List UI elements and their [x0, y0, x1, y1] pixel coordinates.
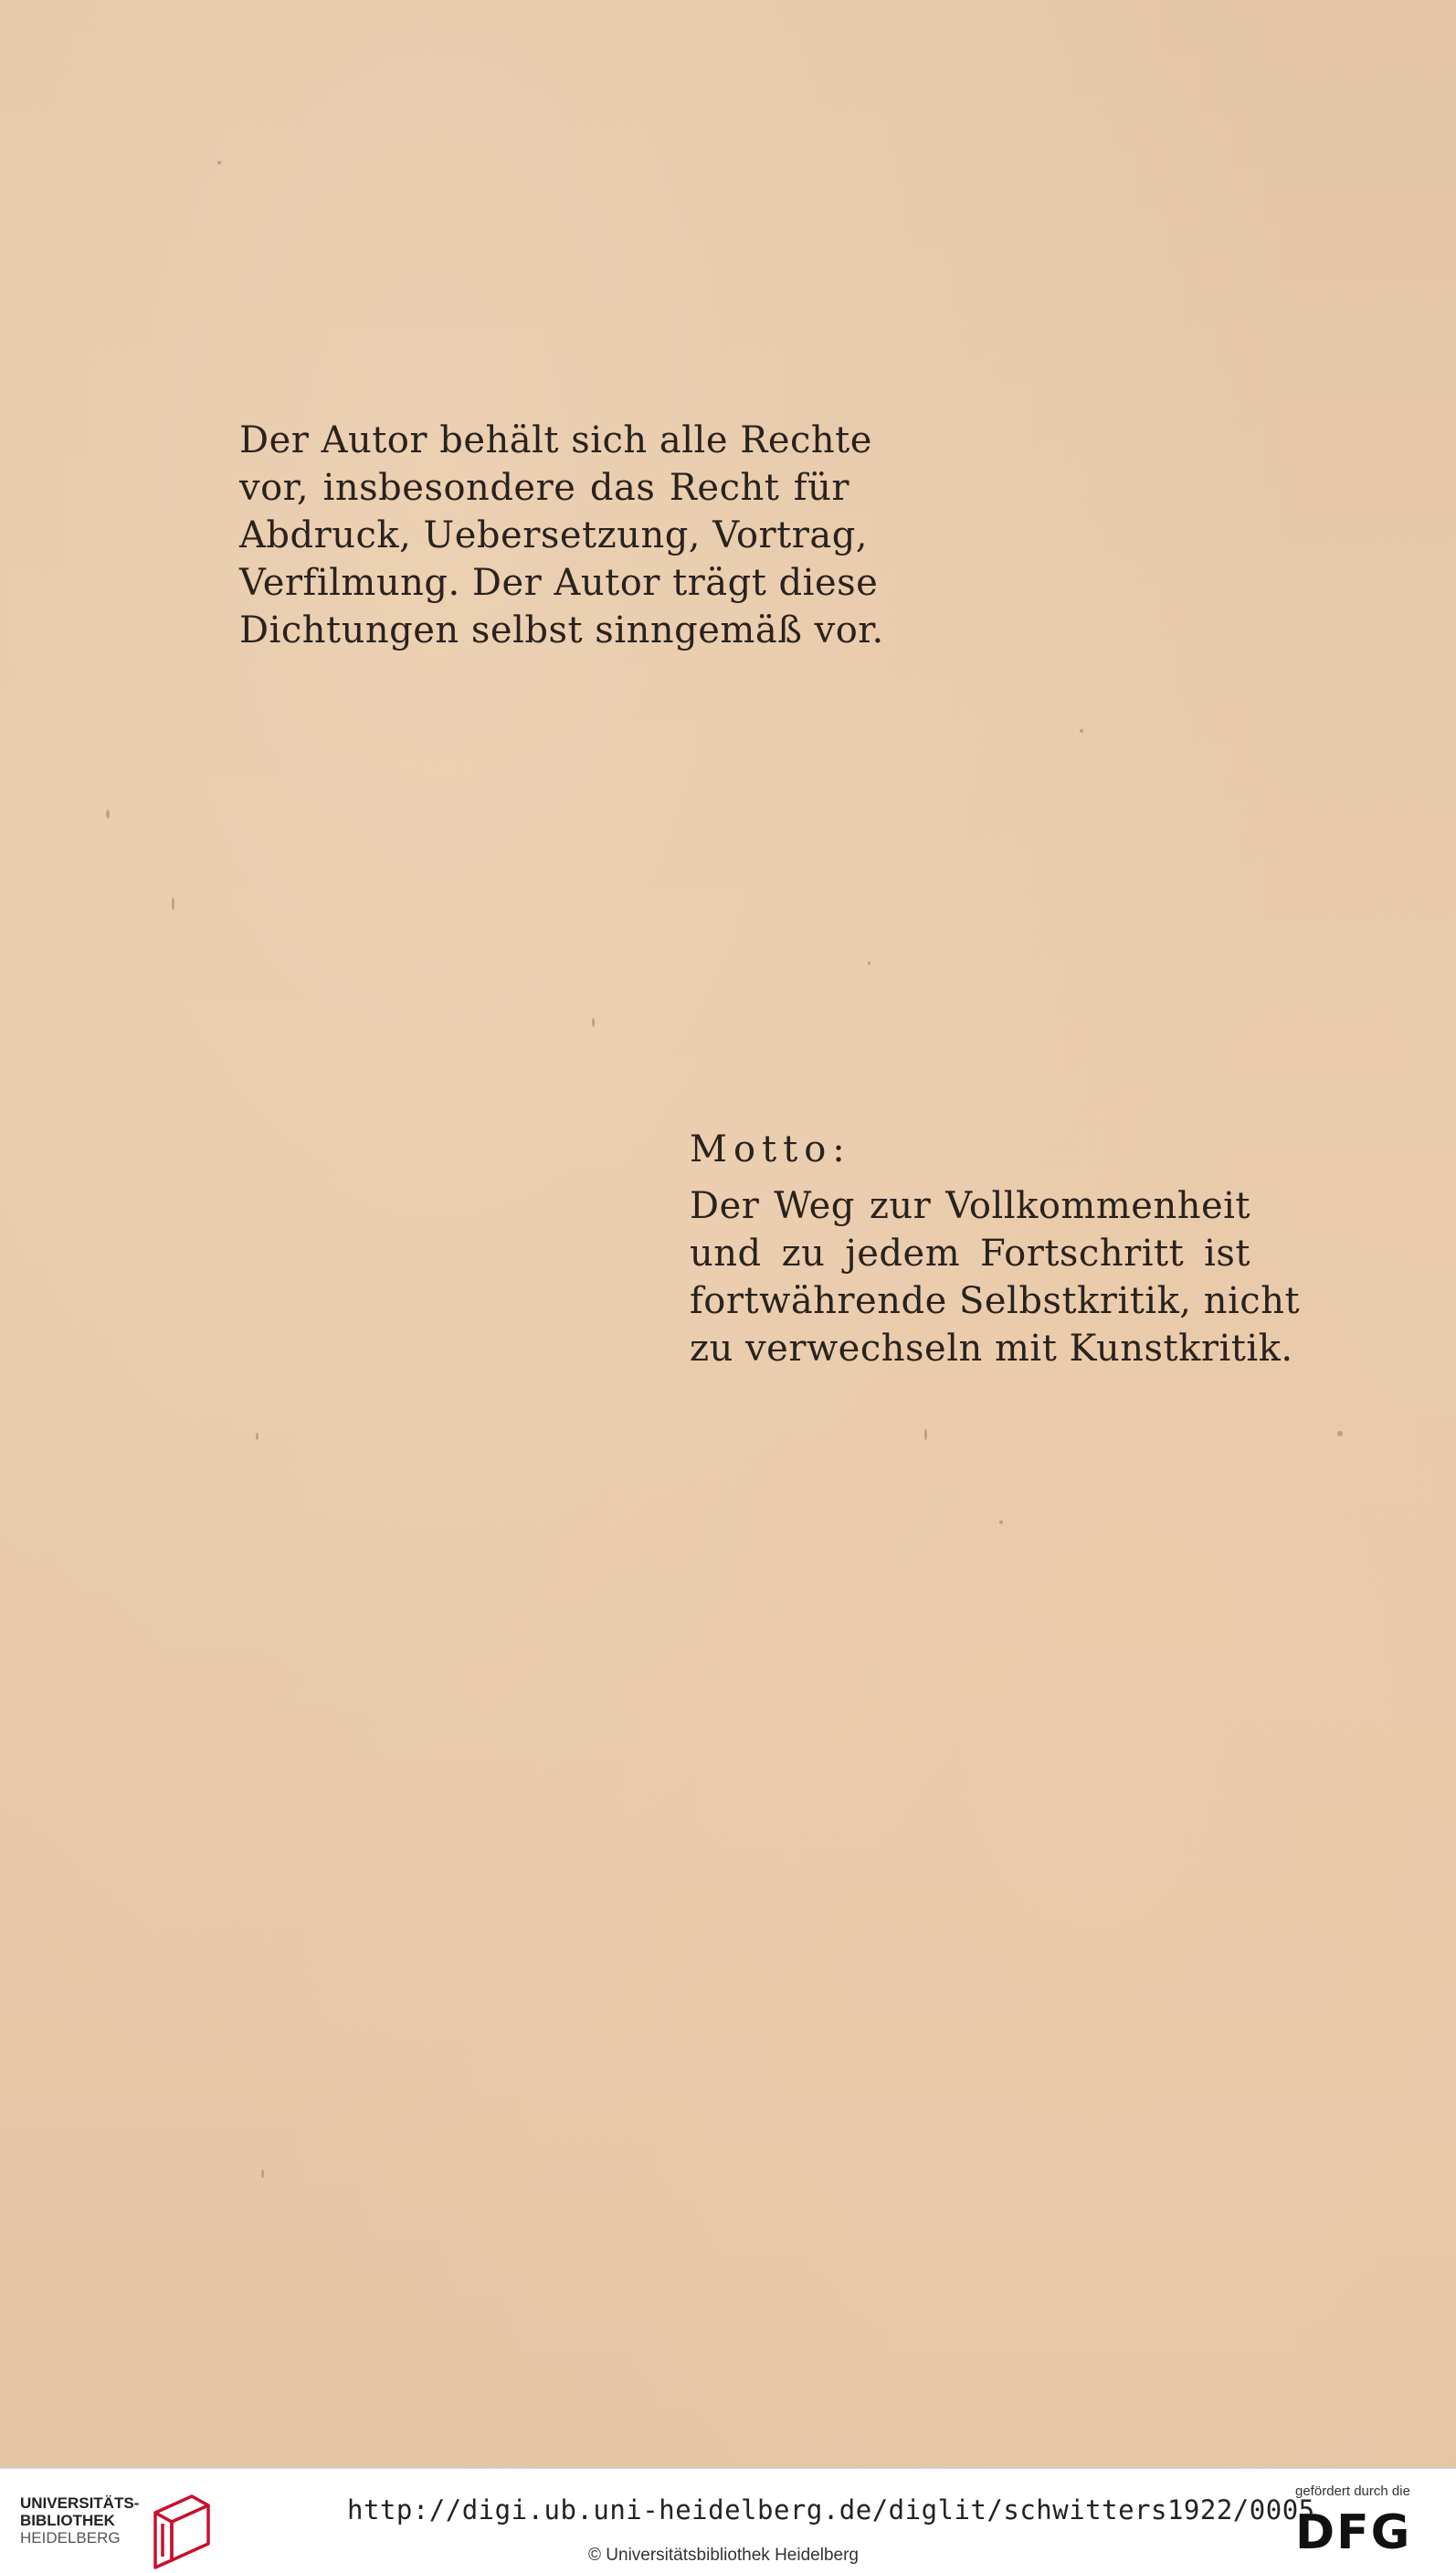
- rights-notice-line: Der Autor behält sich alle Rechte: [239, 419, 872, 461]
- rights-notice: [239, 417, 884, 654]
- permalink-url[interactable]: http://digi.ub.uni-heidelberg.de/diglit/schwitters1922/0005: [347, 2494, 1315, 2525]
- paper-speck: [1337, 1431, 1343, 1436]
- motto-heading: Motto:: [690, 1128, 851, 1170]
- library-name-line: UNIVERSITÄTS-: [20, 2494, 140, 2512]
- paper-speck: [217, 161, 221, 164]
- copyright-notice: © Universitätsbibliothek Heidelberg: [588, 2546, 859, 2565]
- paper-speck: [924, 1429, 927, 1440]
- book-icon: [150, 2491, 214, 2573]
- motto-line: zu verwechseln mit Kunstkritik.: [690, 1328, 1293, 1370]
- paper-speck: [261, 2169, 264, 2178]
- rights-notice-line: vor, insbesondere das Recht für: [239, 467, 849, 509]
- motto: [690, 1126, 1301, 1372]
- paper-speck: [172, 897, 174, 910]
- dfg-funding: [1295, 2483, 1441, 2566]
- digitization-footer: [0, 2467, 1456, 2573]
- paper-speck: [106, 810, 110, 819]
- paper-speck: [1080, 729, 1083, 733]
- rights-notice-line: Dichtungen selbst sinngemäß vor.: [239, 609, 884, 651]
- library-name-line: HEIDELBERG: [20, 2529, 121, 2547]
- dfg-logo: DFG: [1295, 2505, 1412, 2560]
- motto-line: und zu jedem Fortschritt ist: [690, 1233, 1250, 1275]
- motto-line: fortwährende Selbstkritik, nicht: [690, 1280, 1301, 1322]
- funding-caption: gefördert durch die: [1295, 2483, 1410, 2499]
- rights-notice-line: Verfilmung. Der Autor trägt diese: [239, 562, 879, 604]
- paper-speck: [868, 961, 870, 965]
- library-name: [20, 2494, 139, 2547]
- paper-speck: [256, 1433, 258, 1440]
- university-library-logo[interactable]: [20, 2494, 203, 2555]
- motto-line: Der Weg zur Vollkommenheit: [690, 1185, 1250, 1227]
- paper-speck: [592, 1018, 595, 1027]
- rights-notice-line: Abdruck, Uebersetzung, Vortrag,: [239, 514, 869, 556]
- library-name-line: BIBLIOTHEK: [20, 2512, 115, 2529]
- paper-speck: [999, 1520, 1003, 1524]
